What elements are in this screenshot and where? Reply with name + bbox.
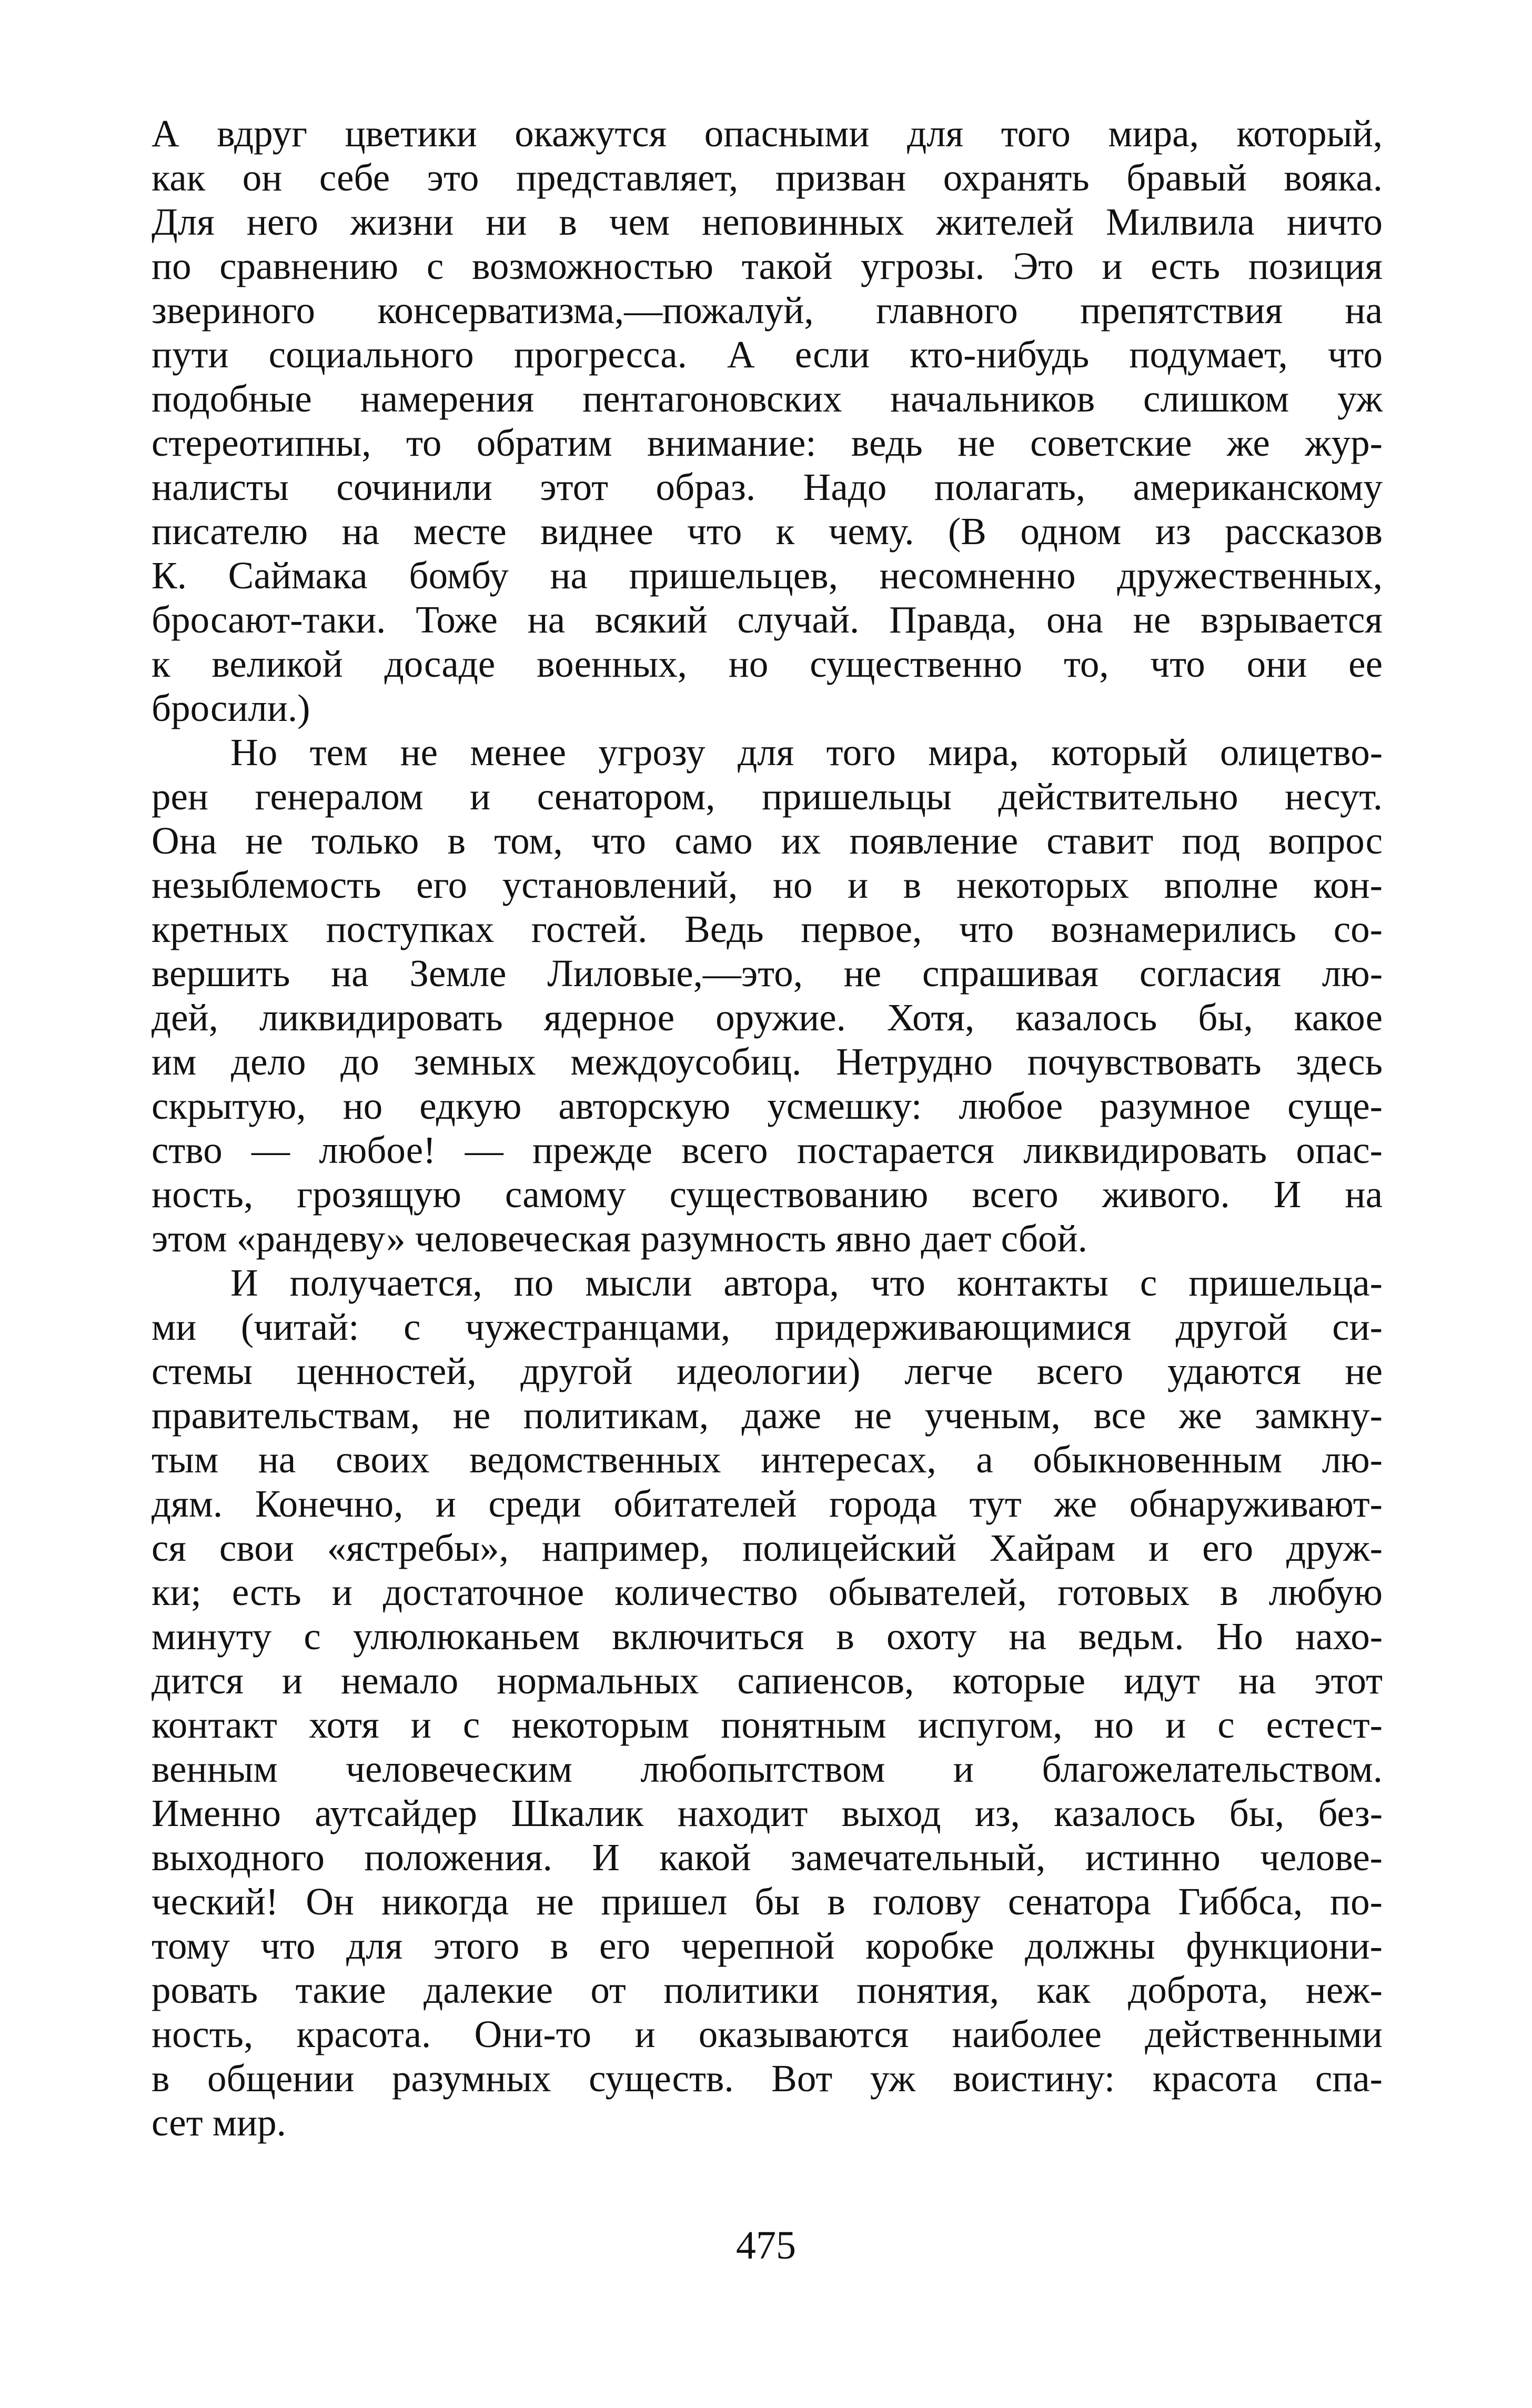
text-line: писателю на месте виднее что к чему. (В одном из рассказов	[152, 510, 1383, 553]
text-line: по сравнению с возможностью такой угрозы. Это и есть позиция	[152, 245, 1383, 287]
text-line: налисты сочинили этот образ. Надо полагать, американскому	[152, 466, 1383, 508]
text-line: сет мир.	[152, 2101, 286, 2144]
text-line: бросили.)	[152, 687, 310, 729]
text-line: ность, красота. Они-то и оказываются наиболее действенными	[152, 2013, 1383, 2055]
text-line: дям. Конечно, и среди обитателей города тут же обнаруживают-	[152, 1482, 1383, 1525]
text-line: тым на своих ведомственных интересах, а обыкновенным лю-	[152, 1438, 1383, 1481]
text-line: этом «рандеву» человеческая разумность явно дает сбой.	[152, 1217, 1087, 1260]
text-line: ность, грозящую самому существованию всего живого. И на	[152, 1173, 1383, 1216]
text-line: как он себе это представляет, призван охранять бравый вояка.	[152, 156, 1383, 199]
text-line: им дело до земных междоусобиц. Нетрудно почувствовать здесь	[152, 1040, 1383, 1083]
text-line: правительствам, не политикам, даже не ученым, все же замкну-	[152, 1394, 1383, 1437]
text-line: рен генералом и сенатором, пришельцы действительно несут.	[152, 775, 1383, 818]
text-line: тому что для этого в его черепной коробке должны функциони-	[152, 1924, 1383, 1967]
text-line: Но тем не менее угрозу для того мира, который олицетво-	[230, 731, 1383, 774]
text-line: А вдруг цветики окажутся опасными для того мира, который,	[152, 112, 1383, 155]
text-line: дится и немало нормальных сапиенсов, которые идут на этот	[152, 1659, 1383, 1702]
paragraph	[152, 1261, 1383, 2145]
text-line: Для него жизни ни в чем неповинных жителей Милвила ничто	[152, 200, 1383, 243]
text-line: дей, ликвидировать ядерное оружие. Хотя, казалось бы, какое	[152, 996, 1383, 1039]
text-line: минуту с улюлюканьем включиться в охоту на ведьм. Но нахо-	[152, 1615, 1383, 1658]
text-line: ся свои «ястребы», например, полицейский Хайрам и его друж-	[152, 1527, 1383, 1569]
text-line: стереотипны, то обратим внимание: ведь не советские же жур-	[152, 422, 1383, 464]
text-line: К. Саймака бомбу на пришельцев, несомненно дружественных,	[152, 554, 1383, 597]
text-line: пути социального прогресса. А если кто-нибудь подумает, что	[152, 333, 1383, 376]
text-line: незыблемость его установлений, но и в некоторых вполне кон-	[152, 864, 1383, 906]
page-number: 475	[736, 2223, 796, 2267]
text-line: ческий! Он никогда не пришел бы в голову сенатора Гиббса, по-	[152, 1880, 1383, 1923]
text-line: Именно аутсайдер Шкалик находит выход из, казалось бы, без-	[152, 1792, 1383, 1834]
text-line: ки; есть и достаточное количество обывателей, готовых в любую	[152, 1571, 1383, 1613]
text-line: в общении разумных существ. Вот уж воистину: красота спа-	[152, 2057, 1383, 2100]
text-line: звериного консерватизма,—пожалуй, главного препятствия на	[152, 289, 1383, 332]
text-line: скрытую, но едкую авторскую усмешку: любое разумное суще-	[152, 1085, 1383, 1127]
text-line: венным человеческим любопытством и благожелательством.	[152, 1748, 1383, 1790]
text-line: ство — любое! — прежде всего постарается ликвидировать опас-	[152, 1129, 1383, 1171]
text-line: Она не только в том, что само их появление ставит под вопрос	[152, 819, 1383, 862]
text-line: ровать такие далекие от политики понятия, как доброта, неж-	[152, 1969, 1383, 2011]
text-line: подобные намерения пентагоновских начальников слишком уж	[152, 377, 1383, 420]
text-line: бросают-таки. Тоже на всякий случай. Правда, она не взрывается	[152, 598, 1383, 641]
text-line: контакт хотя и с некоторым понятным испугом, но и с естест-	[152, 1703, 1383, 1746]
paragraph	[152, 112, 1383, 730]
text-line: И получается, по мысли автора, что контакты с пришельца-	[230, 1261, 1383, 1304]
text-line: кретных поступках гостей. Ведь первое, что вознамерились со-	[152, 908, 1383, 950]
body-text	[152, 112, 1383, 2145]
text-line: стемы ценностей, другой идеологии) легче всего удаются не	[152, 1350, 1383, 1392]
text-line: ми (читай: с чужестранцами, придерживающимися другой си-	[152, 1306, 1383, 1348]
text-line: вершить на Земле Лиловые,—это, не спрашивая согласия лю-	[152, 952, 1383, 995]
text-line: выходного положения. И какой замечательный, истинно челове-	[152, 1836, 1383, 1879]
paragraph	[152, 730, 1383, 1261]
text-line: к великой досаде военных, но существенно то, что они ее	[152, 643, 1383, 685]
